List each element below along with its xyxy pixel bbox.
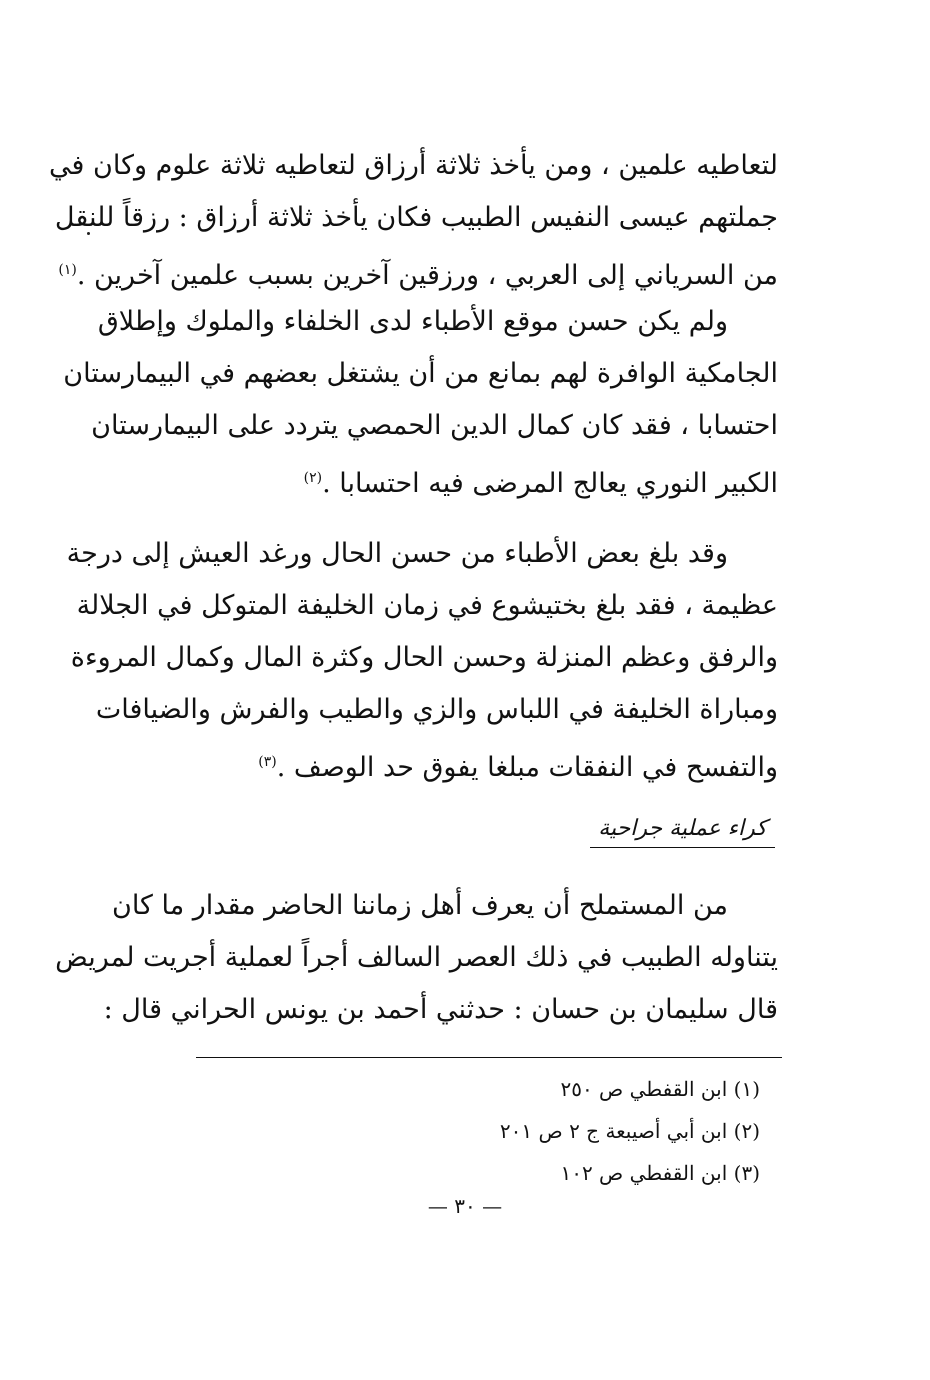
footnote-item: (١) ابن القفطي ص ٢٥٠ <box>560 1077 760 1101</box>
text-line <box>58 244 778 296</box>
text-line <box>158 736 778 788</box>
section-subheading: كراء عملية جراحية <box>590 816 775 848</box>
text-line: جملتهم عيسى النفيس الطبيب فكان يأخذ ثلاثة أرزاق : رزقاً للنقل <box>54 202 778 233</box>
text-line: الجامكية الوافرة لهم بمانع من أن يشتغل بعضهم في البيمارستان <box>63 358 778 389</box>
paragraph-2 <box>63 296 778 504</box>
text-line: ومباراة الخليفة في اللباس والزي والطيب والفرش والضيافات <box>95 694 778 725</box>
footnote-item: (٢) ابن أبي أصيبعة ج ٢ ص ٢٠١ <box>499 1119 760 1143</box>
text-line: لتعاطيه علمين ، ومن يأخذ ثلاثة أرزاق لتعاطيه ثلاثة علوم وكان في <box>49 150 778 181</box>
text-line: عظيمة ، فقد بلغ بختيشوع في زمان الخليفة المتوكل في الجلالة <box>76 590 778 621</box>
footnote-divider <box>196 1057 782 1058</box>
footnote-item: (٣) ابن القفطي ص ١٠٢ <box>560 1161 760 1185</box>
text-line-content: من السرياني إلى العربي ، ورزقين آخرين بسبب علمين آخرين . <box>76 260 778 291</box>
footnotes <box>500 1068 760 1194</box>
text-line: من المستملح أن يعرف أهل زماننا الحاضر مقدار ما كان <box>111 890 728 921</box>
paragraph-4 <box>55 880 778 1036</box>
footnote-ref: (١) <box>58 262 77 278</box>
text-line: يتناوله الطبيب في ذلك العصر السالف أجراً لعملية أجريت لمريض <box>55 942 778 973</box>
text-line: احتسابا ، فقد كان كمال الدين الحمصي يتردد على البيمارستان <box>91 410 778 441</box>
page-number: — ٣٠ — <box>427 1194 503 1218</box>
footnote-ref: (٣) <box>258 754 277 770</box>
text-line: والرفق وعظم المنزلة وحسن الحال وكثرة المال وكمال المروءة <box>70 642 778 673</box>
text-line <box>158 452 778 504</box>
text-line-content: والتفسح في النفقات مبلغا يفوق حد الوصف . <box>276 752 778 783</box>
text-line: وقد بلغ بعض الأطباء من حسن الحال ورغد العيش إلى درجة <box>66 538 728 569</box>
footnote-ref: (٢) <box>303 470 323 486</box>
text-line: ولم يكن حسن موقع الأطباء لدى الخلفاء والملوك وإطلاق <box>97 306 728 337</box>
text-line-content: الكبير النوري يعالج المرضى فيه احتسابا . <box>322 468 778 499</box>
paragraph-3 <box>66 528 778 788</box>
paragraph-1 <box>49 140 778 296</box>
text-line: قال سليمان بن حسان : حدثني أحمد بن يونس الحراني قال : <box>103 994 778 1025</box>
